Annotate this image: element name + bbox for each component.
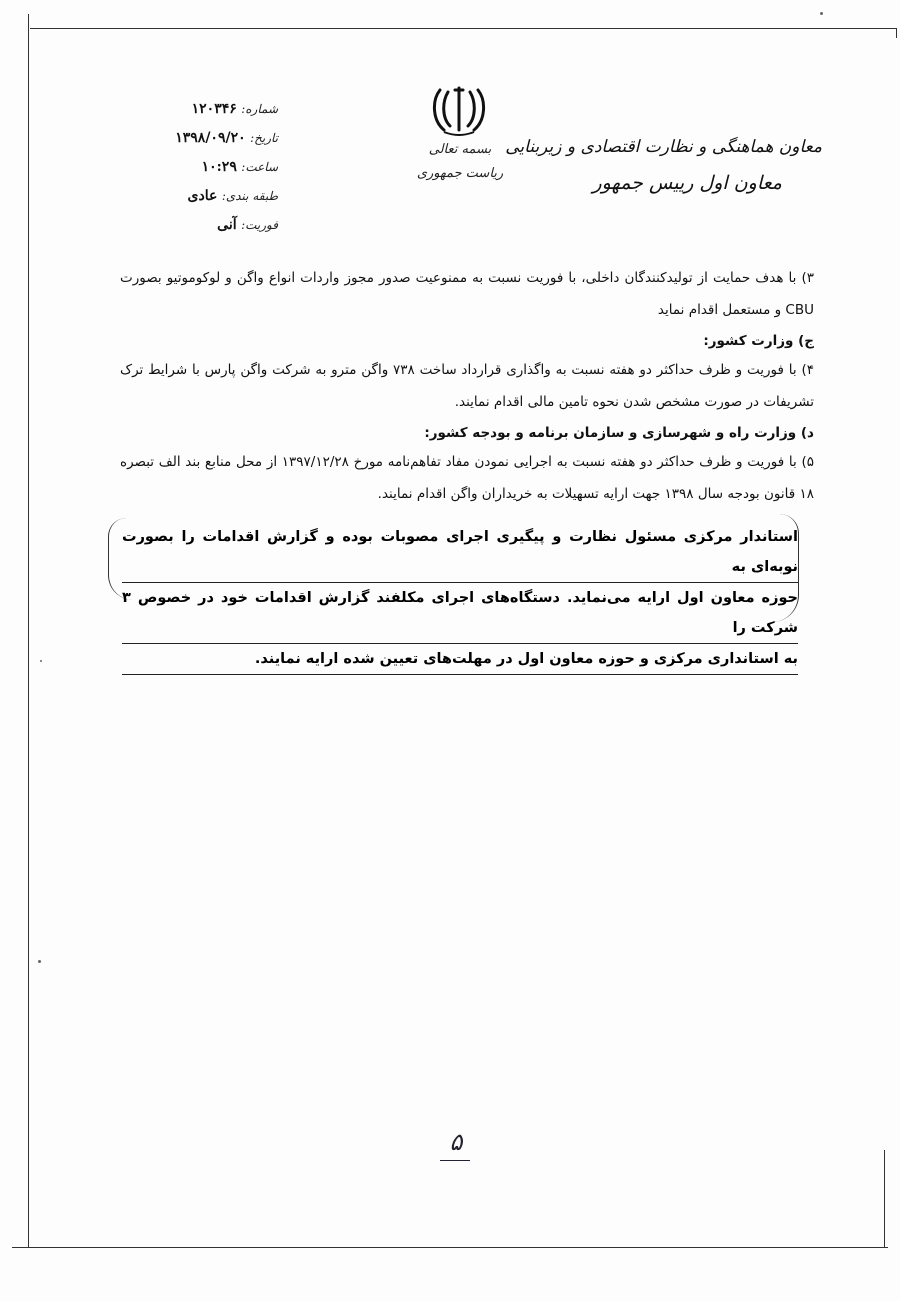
- meta-priority-value: آنی: [217, 217, 237, 233]
- page-number: ۵: [449, 1128, 463, 1156]
- sender-title-block: [505, 130, 822, 202]
- body-heading-roads-and-budget: د) وزارت راه و شهرسازی و سازمان برنامه و بودجه کشور:: [424, 425, 814, 441]
- letter-meta-block: [148, 95, 278, 240]
- body-item-3: ۳) با هدف حمایت از تولیدکنندگان داخلی، با فوریت نسبت به ممنوعیت صدور مجوز واردات انواع واگن و لوکوموتیو بصورت CBU و مستعمل اقدام نماید: [120, 270, 814, 318]
- body-heading-interior-ministry: ج) وزارت کشور:: [703, 333, 814, 349]
- meta-number-row: [148, 95, 278, 124]
- sender-title-line2: معاون اول رییس جمهور: [592, 172, 782, 194]
- page-number-underline: [440, 1160, 470, 1161]
- frame-bottom-line: [12, 1247, 888, 1248]
- body-item-5: ۵) با فوریت و ظرف حداکثر دو هفته نسبت به اجرایی نمودن مفاد تفاهم‌نامه مورخ ۱۳۹۷/۱۲/۲۸ از محل منابع بند الف تبصره ۱۸ قانون بودجه سال ۱۳۹۸ جهت ارایه تسهیلات به خریداران واگن اقدام نمایند.: [120, 454, 814, 502]
- center-letterhead-line1: بسمه تعالی: [428, 142, 492, 157]
- meta-date-row: [148, 124, 278, 153]
- meta-classification-value: عادی: [187, 188, 218, 204]
- sender-title-line1: معاون هماهنگی و نظارت اقتصادی و زیربنایی: [505, 137, 822, 157]
- scan-speck: [820, 12, 823, 15]
- directive-line-3: به استانداری مرکزی و حوزه معاون اول در مهلت‌های تعیین شده ارایه نمایند.: [122, 644, 798, 675]
- directive-line-2: حوزه معاون اول ارایه می‌نماید. دستگاه‌های اجرای مکلفند گزارش اقدامات خود در خصوص ۳ شرکت را: [122, 583, 798, 644]
- meta-time-label: ساعت:: [241, 160, 278, 174]
- frame-left-line: [28, 14, 29, 1248]
- iran-emblem-icon: [426, 80, 492, 140]
- frame-top-line: [30, 28, 896, 29]
- meta-date-value: ۱۳۹۸/۰۹/۲۰: [175, 130, 246, 146]
- letter-body: [120, 262, 814, 510]
- meta-time-row: [148, 153, 278, 182]
- frame-right-top-line: [896, 28, 897, 38]
- center-letterhead-line2: ریاست جمهوری: [416, 166, 504, 181]
- underlined-directive-paragraph: [122, 522, 798, 675]
- scan-speck: [40, 660, 42, 662]
- frame-right-line: [884, 1150, 885, 1248]
- scan-speck: [38, 960, 41, 963]
- meta-number-value: ۱۲۰۳۴۶: [191, 101, 237, 117]
- meta-time-value: ۱۰:۲۹: [201, 159, 237, 175]
- body-item-4: ۴) با فوریت و ظرف حداکثر دو هفته نسبت به واگذاری قرارداد ساخت ۷۳۸ واگن مترو به شرکت واگن پارس با شرایط ترک تشریفات در صورت مشخص شدن نحوه تامین مالی اقدام نمایند.: [120, 362, 814, 410]
- meta-number-label: شماره:: [241, 102, 278, 116]
- directive-line-1: استاندار مرکزی مسئول نظارت و پیگیری اجرای مصوبات بوده و گزارش اقدامات را بصورت نوبه‌ای به: [122, 522, 798, 583]
- meta-priority-row: [148, 211, 278, 240]
- meta-date-label: تاریخ:: [250, 131, 278, 145]
- meta-priority-label: فوریت:: [241, 218, 278, 232]
- meta-classification-row: [148, 182, 278, 211]
- meta-classification-label: طبقه بندی:: [221, 189, 278, 203]
